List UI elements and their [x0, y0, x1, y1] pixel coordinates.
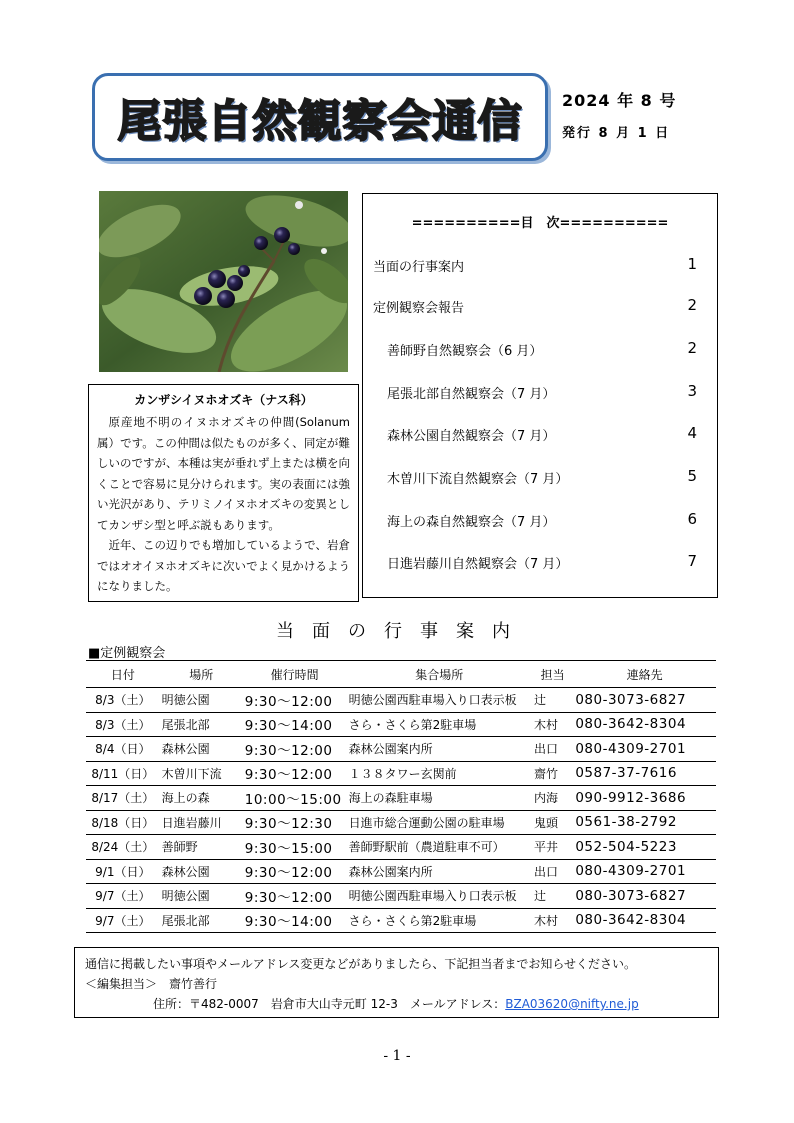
phone-cell: 090-9912-3686	[573, 786, 716, 811]
toc-item-label: 海上の森自然観察会（7 月）	[387, 515, 556, 530]
table-row	[86, 786, 716, 811]
time-cell: 9:30～14:00	[243, 908, 347, 933]
phone-cell: 080-4309-2701	[573, 737, 716, 762]
leader-cell: 辻	[532, 884, 573, 909]
toc-item-label: 森林公園自然観察会（7 月）	[387, 429, 556, 444]
masthead	[92, 73, 548, 161]
leader-cell: 内海	[532, 786, 573, 811]
date-cell: 8/24（土）	[86, 835, 160, 860]
place-cell: 森林公園	[160, 737, 243, 762]
event-schedule-table	[86, 660, 716, 933]
toc-item-label: 木曽川下流自然観察会（7 月）	[387, 472, 569, 487]
date-cell: 8/3（土）	[86, 712, 160, 737]
leader-cell: 出口	[532, 859, 573, 884]
publish-date: 発行 8 月 1 日	[562, 126, 671, 141]
toc-item-page: 4	[687, 424, 697, 442]
contact-info-box	[74, 947, 719, 1018]
table-row	[86, 688, 716, 713]
date-cell: 9/1（日）	[86, 859, 160, 884]
place-cell: 日進岩藤川	[160, 810, 243, 835]
table-row	[86, 761, 716, 786]
date-cell: 8/11（日）	[86, 761, 160, 786]
leader-cell: 木村	[532, 712, 573, 737]
date-cell: 8/4（日）	[86, 737, 160, 762]
caption-paragraph-2: 近年、この辺りでも増加しているようで、岩倉ではオオイヌホオズキに次いでよく見かけるようになりました。	[97, 538, 350, 593]
meeting-place-cell: 明徳公園西駐車場入り口表示板	[347, 884, 532, 909]
table-row	[86, 712, 716, 737]
toc-item-page: 7	[687, 552, 697, 570]
leader-cell: 木村	[532, 908, 573, 933]
meeting-place-cell: 明徳公園西駐車場入り口表示板	[347, 688, 532, 713]
time-cell: 9:30～12:00	[243, 761, 347, 786]
toc-item-label: 定例観察会報告	[373, 301, 465, 316]
leader-cell: 鬼頭	[532, 810, 573, 835]
meeting-place-cell: １３８タワー玄関前	[347, 761, 532, 786]
toc-item-page: 3	[687, 382, 697, 400]
page-number: - 1 -	[383, 1048, 411, 1064]
subsection-title: ■定例観察会	[88, 646, 166, 661]
toc-item-page: 6	[687, 510, 697, 528]
column-header: 集合場所	[347, 661, 532, 688]
date-cell: 9/7（土）	[86, 884, 160, 909]
place-cell: 尾張北部	[160, 908, 243, 933]
table-row	[86, 737, 716, 762]
place-cell: 海上の森	[160, 786, 243, 811]
issue-number: 2024 年 8 号	[562, 91, 677, 110]
leader-cell: 出口	[532, 737, 573, 762]
leader-cell: 辻	[532, 688, 573, 713]
place-cell: 明徳公園	[160, 884, 243, 909]
column-header: 催行時間	[243, 661, 347, 688]
section-title: 当面の行事案内	[276, 621, 528, 642]
toc-item-label: 尾張北部自然観察会（7 月）	[387, 387, 556, 402]
phone-cell: 080-4309-2701	[573, 859, 716, 884]
time-cell: 9:30～12:00	[243, 859, 347, 884]
time-cell: 9:30～12:00	[243, 737, 347, 762]
footer-notice: 通信に掲載したい事項やメールアドレス変更などがありましたら、下記担当者までお知らせください。	[85, 957, 637, 971]
time-cell: 10:00～15:00	[243, 786, 347, 811]
table-row	[86, 835, 716, 860]
phone-cell: 0587-37-7616	[573, 761, 716, 786]
meeting-place-cell: さら・さくら第2駐車場	[347, 908, 532, 933]
phone-cell: 080-3642-8304	[573, 908, 716, 933]
time-cell: 9:30～15:00	[243, 835, 347, 860]
place-cell: 善師野	[160, 835, 243, 860]
time-cell: 9:30～12:30	[243, 810, 347, 835]
column-header: 場所	[160, 661, 243, 688]
place-cell: 森林公園	[160, 859, 243, 884]
meeting-place-cell: 日進市総合運動公園の駐車場	[347, 810, 532, 835]
caption-title: カンザシイヌホオズキ（ナス科）	[134, 393, 313, 407]
meeting-place-cell: 森林公園案内所	[347, 859, 532, 884]
phone-cell: 080-3642-8304	[573, 712, 716, 737]
date-cell: 8/18（日）	[86, 810, 160, 835]
plant-berries-photo	[99, 191, 348, 372]
toc-item-label: 日進岩藤川自然観察会（7 月）	[387, 557, 569, 572]
table-header-row	[86, 661, 716, 688]
phone-cell: 0561-38-2792	[573, 810, 716, 835]
table-row	[86, 859, 716, 884]
address-line	[85, 994, 708, 1014]
caption-paragraph-1: 原産地不明のイヌホオズキの仲間(Solanum属）です。この仲間は似たものが多く、同定が難しいのですが、本種は実が垂れず上または横を向くことで容易に見分けられます。実の表面には強い光沢があり、テリミノイヌホオズキの変異としてカンザシ型と呼ぶ説もあります。	[97, 415, 350, 532]
time-cell: 9:30～14:00	[243, 712, 347, 737]
newsletter-title: 尾張自然観察会通信	[117, 96, 523, 147]
time-cell: 9:30～12:00	[243, 688, 347, 713]
address-text: 住所：〒482-0007 岩倉市大山寺元町 12-3 メールアドレス：	[153, 997, 506, 1011]
photo-caption-box	[88, 384, 359, 602]
meeting-place-cell: 善師野駅前（農道駐車不可）	[347, 835, 532, 860]
toc-item-label: 善師野自然観察会（6 月）	[387, 344, 543, 359]
place-cell: 明徳公園	[160, 688, 243, 713]
editor-line: ＜編集担当＞ 齋竹善行	[85, 977, 218, 991]
toc-item-label: 当面の行事案内	[373, 260, 465, 275]
time-cell: 9:30～12:00	[243, 884, 347, 909]
column-header: 連絡先	[573, 661, 716, 688]
phone-cell: 080-3073-6827	[573, 688, 716, 713]
place-cell: 木曽川下流	[160, 761, 243, 786]
table-row	[86, 884, 716, 909]
email-link[interactable]: BZA03620@nifty.ne.jp	[505, 997, 639, 1011]
toc-item-page: 2	[687, 296, 697, 314]
phone-cell: 080-3073-6827	[573, 884, 716, 909]
column-header: 日付	[86, 661, 160, 688]
leader-cell: 齋竹	[532, 761, 573, 786]
date-cell: 8/3（土）	[86, 688, 160, 713]
toc-item-page: 1	[687, 255, 697, 273]
toc-item-page: 2	[687, 339, 697, 357]
table-row	[86, 810, 716, 835]
meeting-place-cell: さら・さくら第2駐車場	[347, 712, 532, 737]
toc-item-page: 5	[687, 467, 697, 485]
place-cell: 尾張北部	[160, 712, 243, 737]
phone-cell: 052-504-5223	[573, 835, 716, 860]
column-header: 担当	[532, 661, 573, 688]
meeting-place-cell: 森林公園案内所	[347, 737, 532, 762]
meeting-place-cell: 海上の森駐車場	[347, 786, 532, 811]
leader-cell: 平井	[532, 835, 573, 860]
toc-heading: ==========目 次==========	[411, 216, 669, 231]
table-of-contents	[362, 193, 718, 598]
date-cell: 8/17（土）	[86, 786, 160, 811]
table-row	[86, 908, 716, 933]
date-cell: 9/7（土）	[86, 908, 160, 933]
